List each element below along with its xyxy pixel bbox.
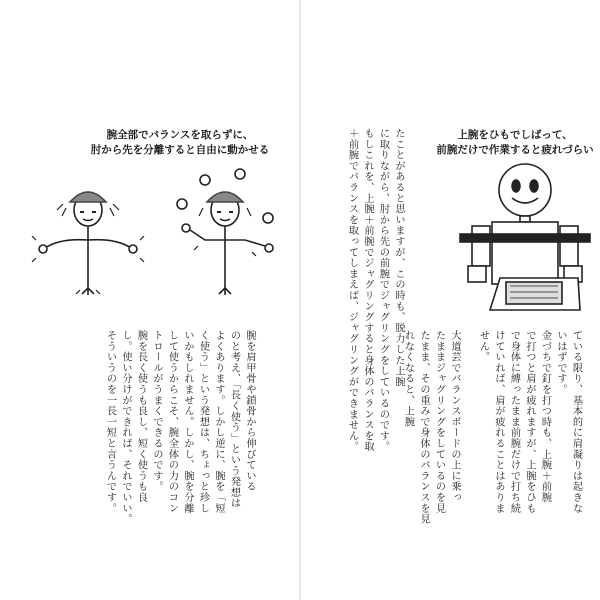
figure-forearm-only bbox=[177, 169, 273, 295]
text-line: し。使い分けができれば、それでいい。 bbox=[120, 330, 131, 525]
right-caption bbox=[435, 128, 595, 158]
tied-arm-robot-illustration bbox=[450, 160, 600, 320]
text-line: たことがあると思いますが、この時も、脱力した上腕 bbox=[393, 128, 404, 388]
right-lower-text-b bbox=[475, 330, 584, 580]
text-line: たまま、その重みで身体のバランスを見 bbox=[418, 330, 429, 525]
text-line: れなくなると、上腕 bbox=[402, 330, 414, 428]
text-line: ＋前腕でバランスを取ってしまえば、ジャグリングができません。 bbox=[346, 128, 358, 452]
text-line: よくあります。しかし逆に、腕を「短 bbox=[213, 330, 224, 514]
text-line: トロールがうまくできるのです。 bbox=[151, 330, 162, 492]
juggling-figures-illustration bbox=[0, 160, 300, 320]
text-line: そういうのを一長一短と言うんです。 bbox=[104, 330, 116, 514]
right-upper-text bbox=[344, 128, 406, 568]
text-line: で打つと肩が疲れますが、上腕をひも bbox=[524, 330, 535, 514]
text-line: に取りながら、肘から先の前腕でジャグリングをしているのです。 bbox=[377, 128, 389, 452]
left-caption bbox=[70, 128, 290, 158]
right-caption-line-1: 上腕をひもでしばって、 bbox=[457, 129, 573, 141]
text-line: ている限り、基本的に肩凝りは起きな bbox=[570, 330, 582, 514]
text-line: で身体に縛ったまま前腕だけで打ち続 bbox=[508, 330, 520, 514]
text-line: たままジャグリングをしているのを見 bbox=[433, 330, 445, 514]
right-lower-text-a bbox=[400, 330, 462, 580]
left-body-text bbox=[102, 330, 257, 580]
text-line: せん。 bbox=[477, 330, 489, 363]
right-caption-line-2: 前腕だけで作業すると疲れづらい bbox=[436, 144, 594, 156]
text-line: 金づちで釘を打つ時も、上腕＋前腕 bbox=[539, 330, 551, 503]
text-line: 腕を肩甲骨や鎖骨から伸びている bbox=[244, 330, 255, 492]
text-line: いはずです。 bbox=[555, 330, 566, 395]
text-line: 大道芸でバランスボードの上に乗っ bbox=[449, 330, 460, 503]
left-caption-line-1: 腕全部でバランスを取らずに、 bbox=[106, 129, 254, 141]
text-line: く使う」という発想は、ちょっと珍し bbox=[197, 330, 209, 514]
text-line: けていれば、肩が疲れることはありま bbox=[493, 330, 504, 514]
text-line: して使うからこそ、腕全体の力のコン bbox=[166, 330, 178, 514]
left-caption-line-2: 肘から先を分離すると自由に動かせる bbox=[90, 144, 270, 156]
text-line: いかもしれません。しかし、腕を分離 bbox=[182, 330, 193, 514]
text-line: のと考え、「長く使う」という発想は bbox=[228, 330, 240, 509]
text-line: 腕を長く使うも良し、短く使うも良 bbox=[135, 330, 147, 503]
text-line: もしこれを、上腕＋前腕でジャグリングすると身体のバランスを取 bbox=[362, 128, 373, 452]
figure-whole-arm bbox=[32, 192, 144, 295]
